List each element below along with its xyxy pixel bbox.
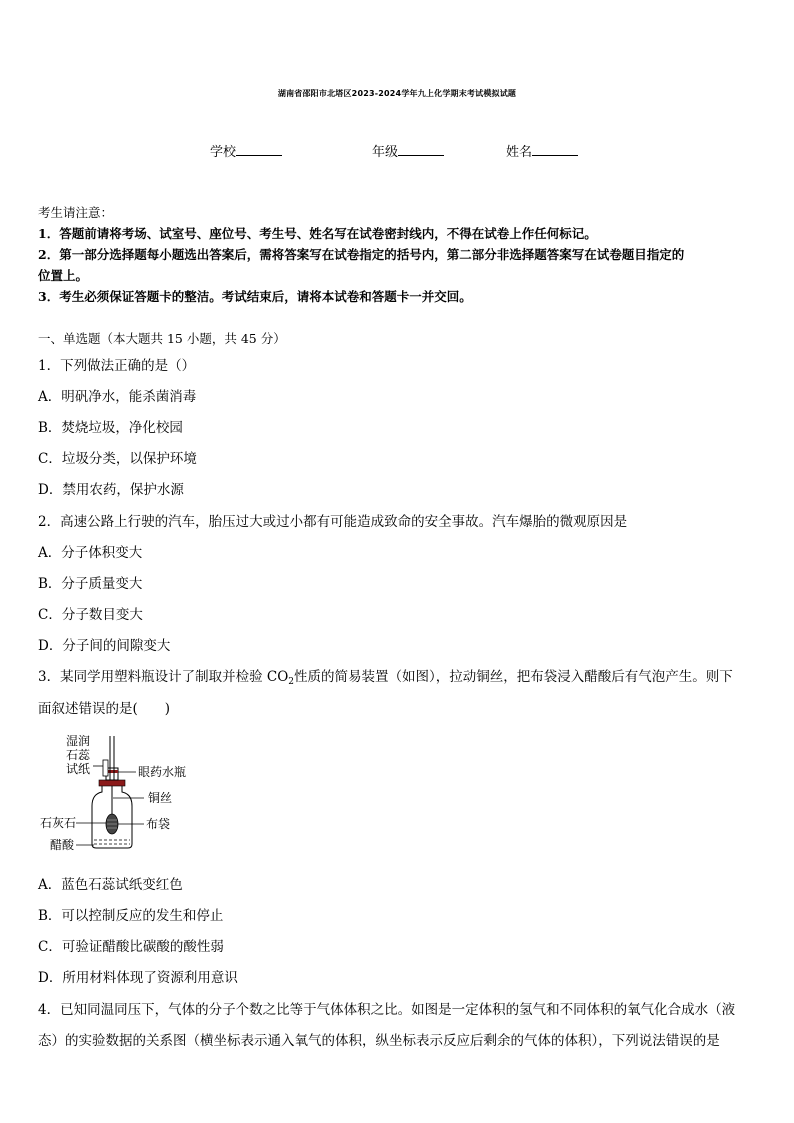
q3-option-c: C．可验证醋酸比碳酸的酸性弱: [38, 939, 224, 955]
q4-stem-line1: 4．已知同温同压下，气体的分子个数之比等于气体体积之比。如图是一定体积的氢气和不同体积的氧气化合成水（液: [38, 1002, 736, 1018]
grade-label: 年级: [372, 145, 399, 160]
notice-item-1: 1．答题前请将考场、试室号、座位号、考生号、姓名写在试卷密封线内，不得在试卷上作任何标记。: [38, 226, 597, 241]
label-litmus-2: 石蕊: [66, 748, 91, 762]
label-dropper: 眼药水瓶: [138, 765, 187, 779]
school-label: 学校: [210, 145, 237, 160]
q2-option-d: D．分子间的间隙变大: [38, 638, 171, 654]
q3-option-b: B．可以控制反应的发生和停止: [38, 908, 224, 924]
apparatus-figure: [36, 732, 206, 854]
litmus-paper: [103, 760, 108, 776]
q3-stem: [38, 665, 733, 687]
page-title: 湖南省邵阳市北塔区2023-2024学年九上化学期末考试模拟试题: [277, 89, 517, 98]
section-heading: 一、单选题（本大题共 15 小题，共 45 分）: [38, 331, 286, 346]
notice-heading: 考生请注意：: [38, 205, 114, 220]
name-blank: [532, 143, 578, 156]
q2-option-c: C．分子数目变大: [38, 607, 143, 623]
q1-option-b: B．焚烧垃圾，净化校园: [38, 420, 183, 436]
school-field: [210, 141, 282, 160]
q3-stem-part2: 性质的简易装置（如图），拉动铜丝，把布袋浸入醋酸后有气泡产生。则下: [294, 669, 733, 685]
q2-option-b: B．分子质量变大: [38, 576, 143, 592]
label-litmus-1: 湿润: [66, 734, 91, 748]
label-wire: 铜丝: [148, 791, 173, 805]
q4-stem-line2: 态）的实验数据的关系图（横坐标表示通入氧气的体积，纵坐标表示反应后剩余的气体的体积），下列说法错误的是: [38, 1033, 720, 1049]
school-blank: [236, 143, 282, 156]
name-field: [506, 141, 578, 160]
label-limestone: 石灰石: [40, 816, 77, 830]
name-label: 姓名: [506, 145, 533, 160]
bottle-cap: [99, 780, 125, 786]
q1-option-d: D．禁用农药，保护水源: [38, 482, 184, 498]
notice-item-3: 3．考生必须保证答题卡的整洁。考试结束后，请将本试卷和答题卡一并交回。: [38, 289, 472, 304]
grade-blank: [398, 143, 444, 156]
label-bag: 布袋: [146, 817, 171, 831]
q3-stem-part1: 3．某同学用塑料瓶设计了制取并检验 CO: [38, 669, 289, 685]
q2-stem: 2．高速公路上行驶的汽车，胎压过大或过小都有可能造成致命的安全事故。汽车爆胎的微观原因是: [38, 514, 628, 530]
q3-stem-subscript: 2: [288, 677, 295, 687]
label-acid: 醋酸: [50, 838, 75, 852]
grade-field: [372, 141, 444, 160]
q1-option-a: A．明矾净水，能杀菌消毒: [38, 389, 197, 405]
label-litmus-3: 试纸: [66, 762, 91, 776]
notice-item-2: 2．第一部分选择题每小题选出答案后，需将答案写在试卷指定的括号内，第二部分非选择题答案写在试卷题目指定的: [38, 247, 685, 262]
q3-option-a: A．蓝色石蕊试纸变红色: [38, 877, 183, 893]
q1-option-c: C．垃圾分类，以保护环境: [38, 451, 197, 467]
q3-option-d: D．所用材料体现了资源利用意识: [38, 970, 238, 986]
q2-option-a: A．分子体积变大: [38, 545, 143, 561]
q3-stem-line2: 面叙述错误的是( ): [38, 701, 171, 717]
notice-item-2-cont: 位置上。: [38, 268, 89, 283]
q1-stem: 1．下列做法正确的是（）: [38, 358, 196, 374]
